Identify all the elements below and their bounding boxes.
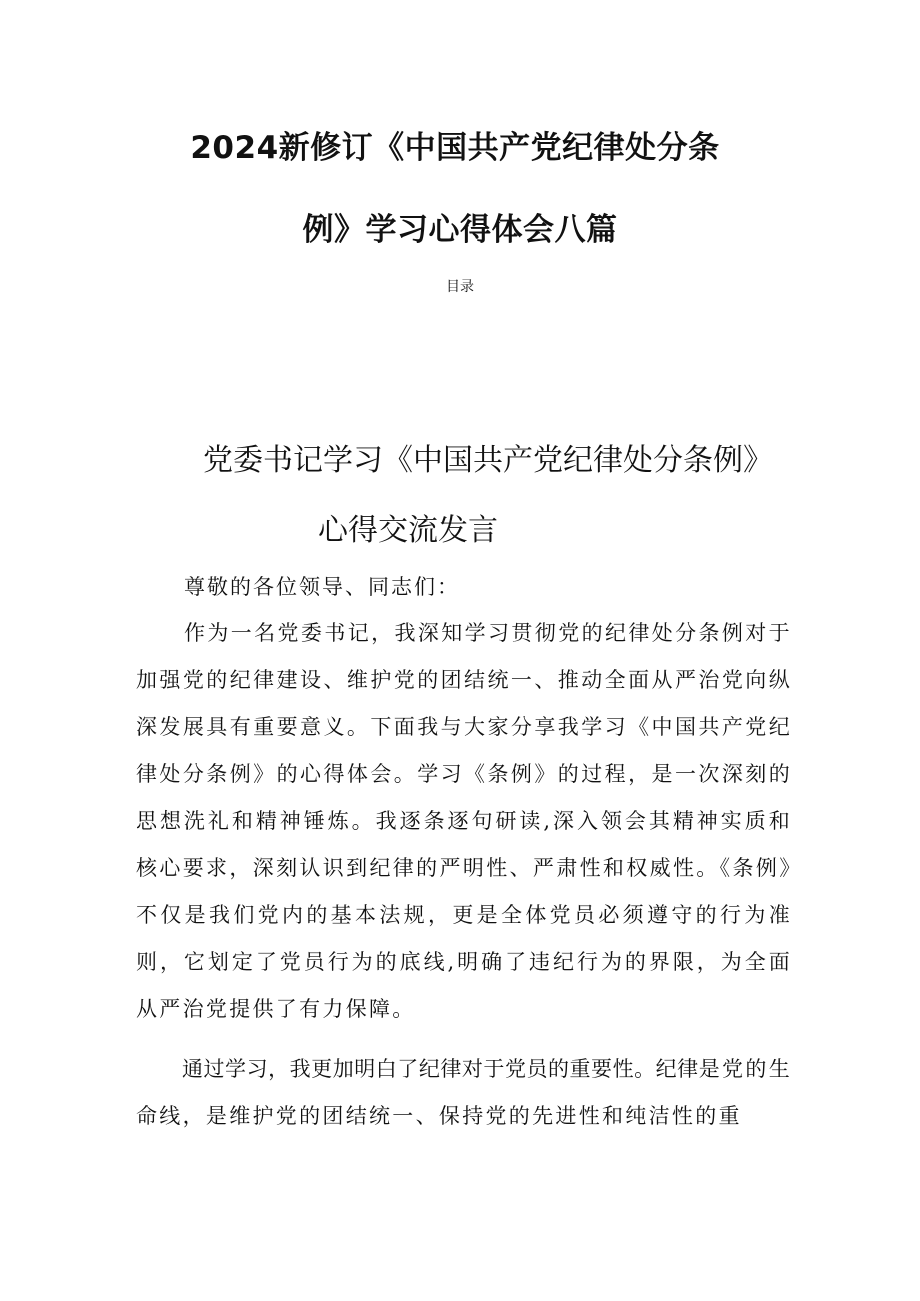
paragraph-2-lead: 通过学习，我更加明白了纪律对于党员的重要性。纪律 — [182, 1057, 699, 1081]
article-title-line-2: 心得交流发言 — [318, 513, 498, 548]
greeting: 尊敬的各位领导、同志们： — [184, 575, 460, 599]
article-title-line-1: 党委书记学习《中国共产党纪律处分条例》 — [203, 443, 773, 478]
table-of-contents-label: 目录 — [446, 279, 474, 295]
paragraph-1: 作为一名党委书记，我深知学习贯彻党的纪律处分条例对于加强党的纪律建设、维护党的团结统一、推动全面从严治党向纵深发展具有重要意义。下面我与大家分享我学习《中国共产党纪律处分条例》的心得体会。学习《条例》的过程，是一次深刻的思想洗礼和精神锤炼。我逐条逐句研读,深入领会其精神实质和核心要求，深刻认识到纪律的严明性、严肃性和权威性。《条例》不仅是我们党内的基本法规，更是全体党员必须遵守的行为准则，它划定了党员行为的底线,明确了违纪行为的界限，为全面从严治党提供了有力保障。 — [136, 621, 792, 1021]
paragraph-2 — [136, 1046, 792, 1140]
paragraph-2-rest: 是党的生命线，是维护党的团结统一、保持党的先进性和纯洁性的重 — [136, 1057, 793, 1128]
document-title-line-1: 2024新修订《中国共产党纪律处分条 — [190, 130, 720, 166]
document-title-line-2: 例》学习心得体会八篇 — [302, 212, 618, 248]
